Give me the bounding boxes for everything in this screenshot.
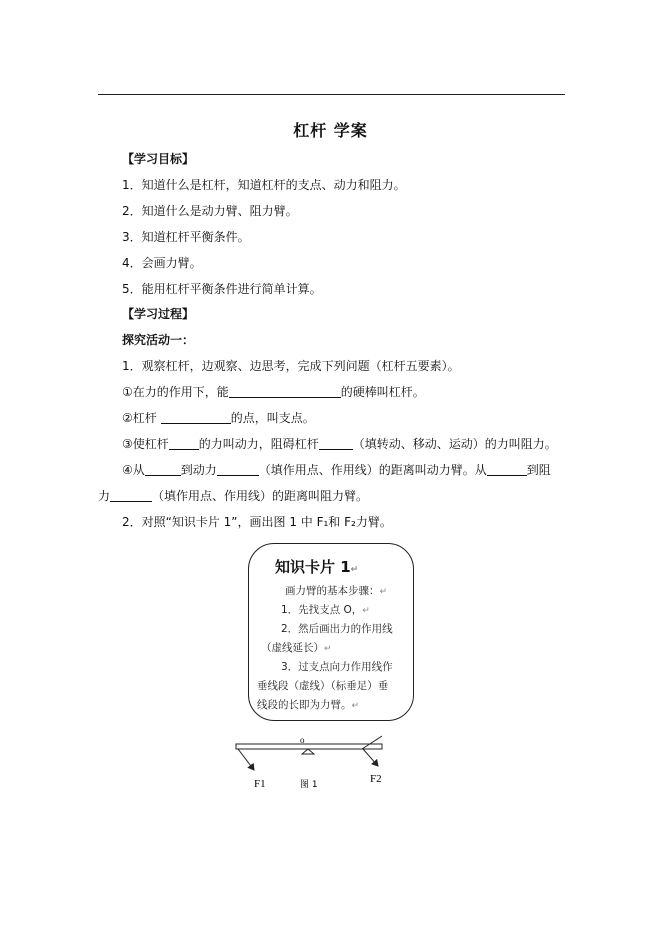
page-title: 杠杆 学案 (293, 121, 368, 140)
force-f1-arrow (238, 749, 254, 770)
card-line (257, 698, 359, 713)
card-line-text: 2．然后画出力的作用线 (281, 623, 393, 635)
return-mark-icon: ↵ (351, 701, 360, 711)
lever-bar (236, 744, 382, 749)
return-mark-icon: ↵ (379, 587, 388, 597)
card-line-text: 画力臂的基本步骤： (285, 585, 380, 597)
question-1c-middle: 的力叫动力，阻碍杠杆 (198, 437, 319, 451)
question-1d-prefix: ④从 (122, 463, 145, 477)
objective-item: 4．会画力臂。 (122, 256, 202, 270)
card-line-text: （虚线延长） (261, 642, 324, 654)
card-title (275, 556, 358, 577)
answer-blank[interactable] (161, 411, 231, 424)
card-line (281, 660, 393, 674)
pivot-label: o (300, 735, 305, 745)
card-line (261, 641, 332, 656)
question-1d-middle-2: （填作用点、作用线）的距离叫动力臂。从 (258, 463, 487, 477)
question-1d (122, 462, 551, 478)
question-1b-suffix: 的点，叫支点。 (230, 411, 315, 425)
question-1b (122, 410, 315, 426)
answer-blank[interactable] (169, 437, 199, 450)
force-f2-arrow (363, 749, 378, 766)
objective-item: 3．知道杠杆平衡条件。 (122, 230, 250, 244)
header-rule (98, 94, 565, 95)
question-1e-prefix: 力 (98, 489, 111, 503)
question-1: 1．观察杠杆，边观察、边思考，完成下列问题（杠杆五要素）。 (122, 359, 460, 373)
knowledge-card (248, 543, 414, 721)
question-1e (98, 488, 368, 504)
card-line-text: 1．先找支点 O， (281, 604, 363, 616)
card-line (257, 679, 388, 693)
answer-blank[interactable] (110, 489, 152, 502)
question-1e-suffix: （填作用点、作用线）的距离叫阻力臂。 (152, 489, 369, 503)
question-1b-prefix: ②杠杆 (122, 411, 157, 425)
question-1d-suffix: 到阻 (526, 463, 551, 477)
answer-blank[interactable] (145, 463, 181, 476)
question-1a (122, 384, 425, 400)
card-line-text: 垂线段（虚线）（标垂足）垂 (257, 680, 389, 692)
return-mark-icon: ↵ (362, 606, 370, 616)
question-1c-suffix: （填转动、移动、运动）的力叫阻力。 (352, 437, 557, 451)
figure-caption: 图 1 (300, 780, 318, 790)
card-line-text: 线段的长即为力臂。 (257, 699, 352, 711)
answer-blank[interactable] (487, 463, 527, 476)
question-1c-prefix: ③使杠杆 (122, 437, 169, 451)
f1-label: F1 (254, 778, 266, 790)
return-mark-icon: ↵ (324, 644, 332, 654)
question-2: 2．对照“知识卡片 1”，画出图 1 中 F₁和 F₂力臂。 (122, 515, 392, 529)
card-line (281, 603, 370, 618)
question-1c (122, 436, 557, 452)
objectives-header: 【学习目标】 (122, 152, 195, 166)
activity-title: 探究活动一： (122, 333, 195, 347)
fulcrum-icon (302, 749, 314, 754)
card-line (285, 584, 387, 599)
answer-blank[interactable] (217, 463, 259, 476)
process-header: 【学习过程】 (122, 307, 195, 321)
card-line-text: 3．过支点向力作用线作 (281, 661, 393, 673)
question-1d-middle-1: 到动力 (180, 463, 217, 477)
objective-item: 5．能用杠杆平衡条件进行简单计算。 (122, 282, 322, 296)
lever-figure (230, 730, 390, 800)
question-1a-suffix: 的硬棒叫杠杆。 (340, 385, 425, 399)
objective-item: 1．知道什么是杠杆，知道杠杆的支点、动力和阻力。 (122, 178, 406, 192)
objective-item: 2．知道什么是动力臂、阻力臂。 (122, 204, 298, 218)
card-line (281, 622, 393, 636)
return-mark-icon: ↵ (350, 565, 359, 575)
answer-blank[interactable] (229, 385, 341, 398)
card-title-text: 知识卡片 1 (275, 558, 351, 576)
f2-label: F2 (370, 773, 382, 785)
answer-blank[interactable] (319, 437, 353, 450)
question-1a-prefix: ①在力的作用下，能 (122, 385, 229, 399)
